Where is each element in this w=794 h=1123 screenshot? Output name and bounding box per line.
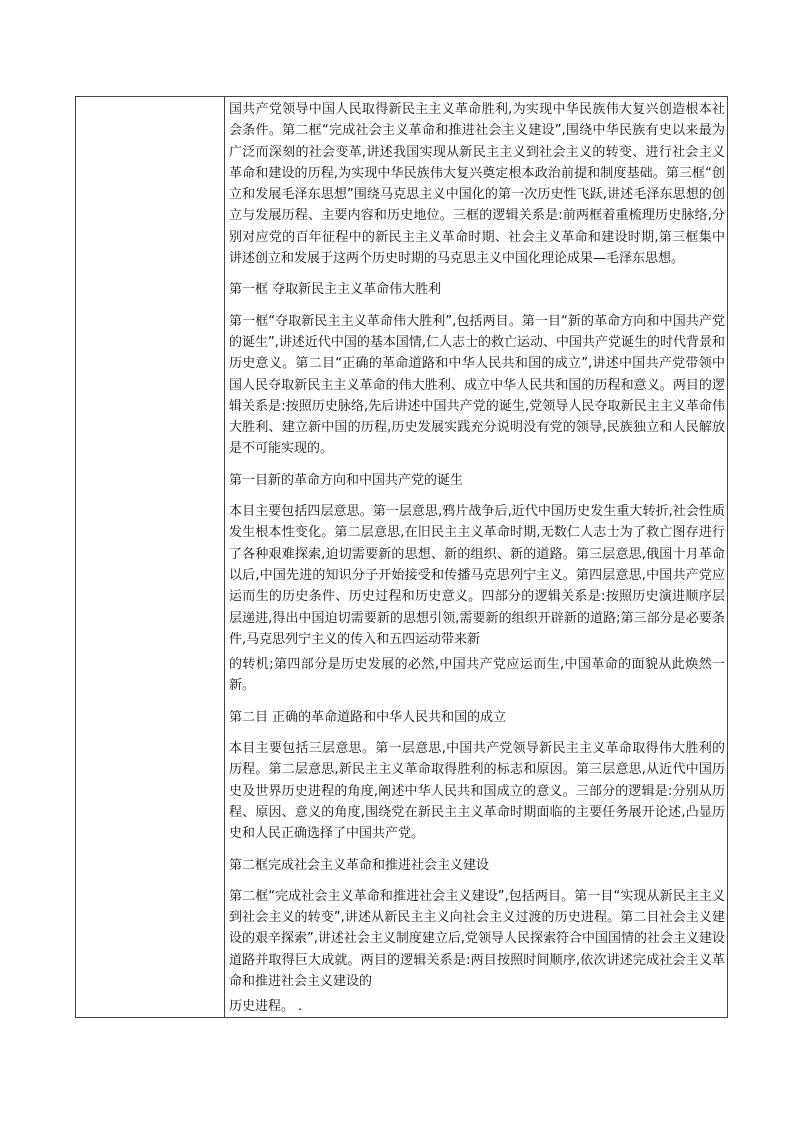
section-heading: 第一目新的革命方向和中国共产党的诞生 (229, 472, 464, 488)
outline-table (75, 96, 728, 1018)
section-heading: 第二目 正确的革命道路和中华人民共和国的成立 (229, 709, 507, 725)
column-divider (224, 97, 225, 1017)
body-paragraph: 第一框“夺取新民主主义革命伟大胜利”,包括两目。第一目“新的革命方向和中国共产党的诞生”,讲述近代中国的基本国情,仁人志士的救亡运动、中国共产党诞生的时代背景和历史意义。第二目“正确的革命道路和中华人民共和国的成立”,讲述中国共产党带领中国人民夺取新民主主义革命的伟大胜利、成立中华人民共和国的历程和意义。两目的逻辑关系是:按照历史脉络,先后讲述中国共产党的诞生,党领导人民夺取新民主主义革命伟大胜利、建立新中国的历程,历史发展实践充分说明没有党的领导,民族独立和人民解放是不可能实现的。 (229, 313, 725, 457)
body-paragraph: 本目主要包括三层意思。第一层意思,中国共产党领导新民主主义革命取得伟大胜利的历程。第二层意思,新民主主义革命取得胜利的标志和原因。第三层意思,从近代中国历史及世界历史进程的角度,阐述中华人民共和国成立的意义。三部分的逻辑是:分别从历程、原因、意义的角度,围绕党在新民主主义革命时期面临的主要任务展开论述,凸显历史和人民正确选择了中国共产党。 (229, 741, 725, 842)
body-paragraph: 本目主要包括四层意思。第一层意思,鸦片战争后,近代中国历史发生重大转折,社会性质发生根本性变化。第二层意思,在旧民主主义革命时期,无数仁人志士为了救亡图存进行了各种艰难探索,迫切需要新的思想、新的组织、新的道路。第三层意思,俄国十月革命以后,中国先进的知识分子开始接受和传播马克思列宁主义。第四层意思,中国共产党应运而生的历史条件、历史过程和历史意义。四部分的逻辑关系是:按照历史演进顺序层层递进,得出中国迫切需要新的思想引领,需要新的组织开辟新的道路;第三部分是必要条件,马克思列宁主义的传入和五四运动带来新 (229, 504, 725, 647)
body-paragraph: 第二框“完成社会主义革命和推进社会主义建设”,包括两目。第一目“实现从新民主主义到社会主义的转变”,讲述从新民主主义向社会主义过渡的历史进程。第二目社会主义建设的艰辛探索”,讲述社会主义制度建立后,党领导人民探索符合中国国情的社会主义建设道路并取得巨大成就。两目的逻辑关系是:两目按照时间顺序,依次讲述完成社会主义革命和推进社会主义建设的 (229, 888, 725, 989)
content-cell (229, 99, 725, 1013)
body-paragraph: 历史进程。 . (229, 999, 303, 1013)
section-heading: 第二框完成社会主义革命和推进社会主义建设 (229, 857, 490, 873)
body-paragraph: 的转机;第四部分是历史发展的必然,中国共产党应运而生,中国革命的面貌从此焕然一新。 (229, 657, 725, 694)
section-heading: 第一框 夺取新民主主义革命伟大胜利 (229, 282, 442, 298)
intro-paragraph: 国共产党领导中国人民取得新民主主义革命胜利,为实现中华民族伟大复兴创造根本社会条件。第二框“完成社会主义革命和推进社会主义建设”,围绕中华民族有史以来最为广泛而深刻的社会变革,讲述我国实现从新民主主义到社会主义的转变、进行社会主义革命和建设的历程,为实现中华民族伟大复兴奠定根本政治前提和制度基础。第三框“创立和发展毛泽东思想”围绕马克思主义中国化的第一次历史性飞跃,讲述毛泽东思想的创立与发展历程、主要内容和历史地位。三框的逻辑关系是:前两框着重梳理历史脉络,分别对应党的百年征程中的新民主主义革命时期、社会主义革命和建设时期,第三框集中讲述创立和发展于这两个历史时期的马克思主义中国化理论成果—毛泽东思想。 (229, 102, 725, 267)
